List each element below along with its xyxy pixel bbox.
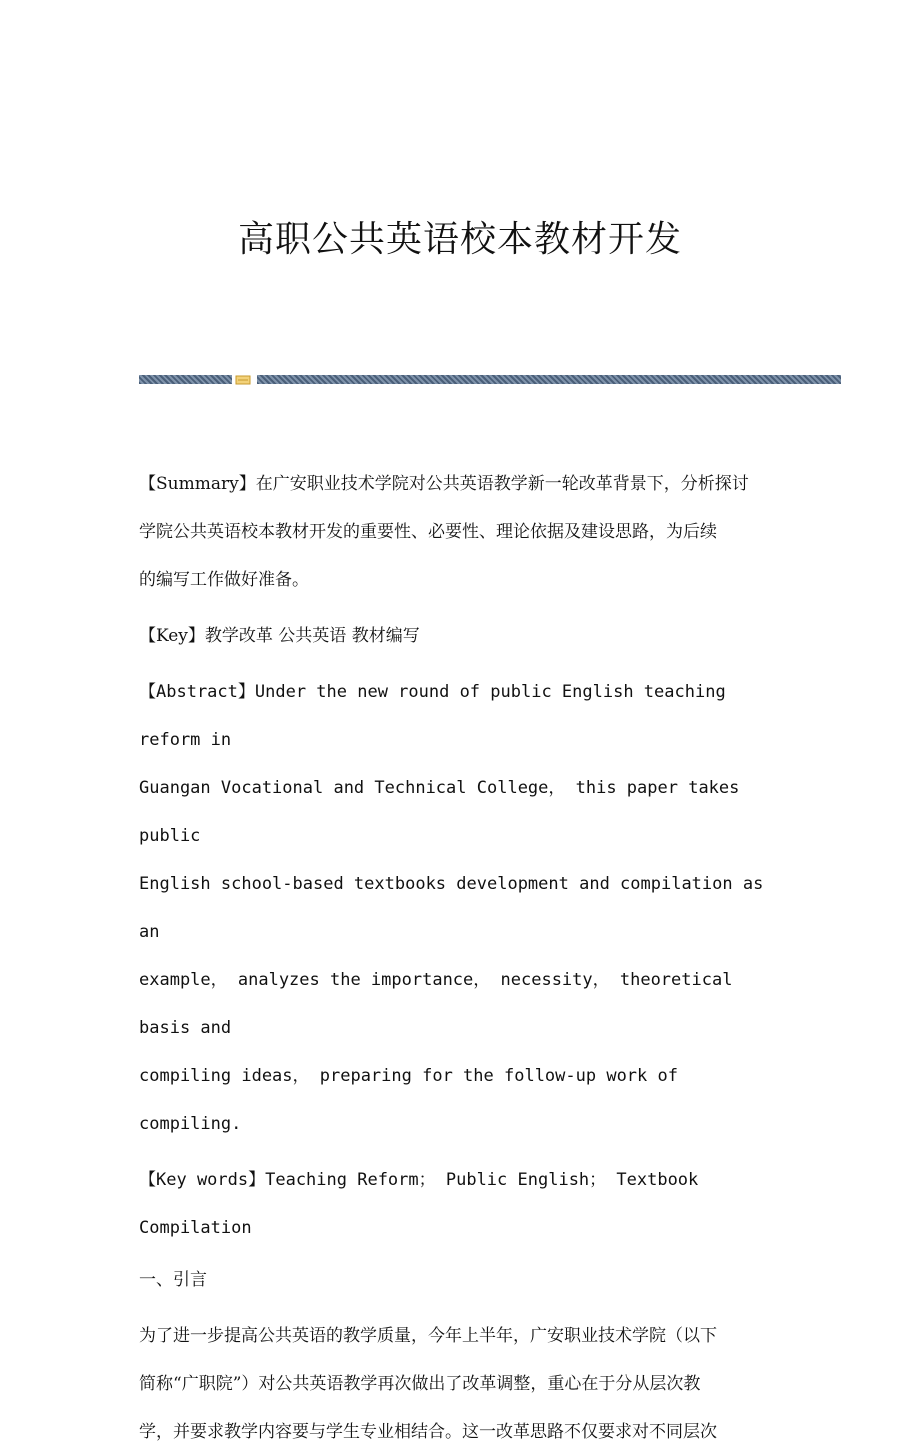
- document-title: 高职公共英语校本教材开发: [237, 219, 682, 260]
- summary-line: 【Summary】在广安职业技术学院对公共英语教学新一轮改革背景下，分析探讨: [139, 474, 749, 494]
- abstract-line: 【Abstract】Under the new round of public English teaching reform in: [139, 682, 736, 750]
- divider-bar-right: [257, 375, 841, 384]
- divider-ornament-icon: [235, 374, 251, 386]
- divider-bar-left: [139, 375, 232, 384]
- key-words-line: 【Key words】Teaching Reform； Public English； Textbook Compilation: [139, 1170, 709, 1238]
- intro-line: 为了进一步提高公共英语的教学质量，今年上半年，广安职业技术学院（以下: [139, 1326, 717, 1346]
- key-line: 【Key】教学改革 公共英语 教材编写: [139, 626, 420, 646]
- abstract-line: English school-based textbooks development and compilation as an: [139, 874, 774, 942]
- abstract-line: example， analyzes the importance， necessity， theoretical basis and: [139, 970, 743, 1038]
- section-heading: 一、引言: [139, 1270, 207, 1290]
- title-divider: [139, 374, 841, 386]
- intro-line: 简称“广职院”）对公共英语教学再次做出了改革调整，重心在于分从层次教: [139, 1374, 701, 1394]
- summary-line: 学院公共英语校本教材开发的重要性、必要性、理论依据及建设思路，为后续: [139, 522, 717, 542]
- abstract-line: compiling ideas， preparing for the follow-up work of compiling.: [139, 1066, 689, 1134]
- document-body: [139, 460, 789, 1456]
- intro-line: 学，并要求教学内容要与学生专业相结合。这一改革思路不仅要求对不同层次: [139, 1422, 717, 1442]
- summary-line: 的编写工作做好准备。: [139, 570, 309, 590]
- abstract-line: Guangan Vocational and Technical College， this paper takes public: [139, 778, 750, 846]
